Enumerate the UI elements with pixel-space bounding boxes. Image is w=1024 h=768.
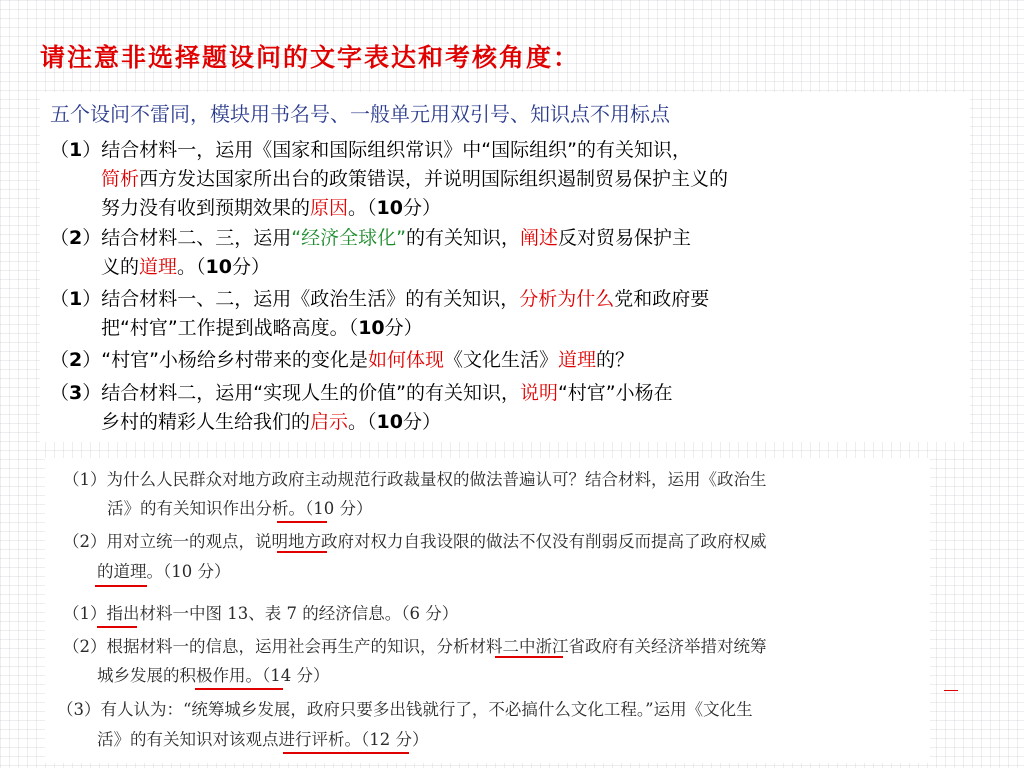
text-segment: “村官”小杨在 — [557, 382, 673, 404]
text-segment: 10 — [358, 317, 385, 339]
red-underline — [277, 551, 327, 553]
question-4 — [50, 346, 950, 375]
question-5 — [50, 379, 950, 437]
text-segment: ）结合材料一，运用《国家和国际组织常识》中“国际组织”的有关知识， — [82, 139, 691, 161]
keyword: 分析为什么 — [519, 288, 615, 310]
question-line — [50, 346, 950, 375]
text-segment: （ — [50, 349, 70, 371]
scan-line: （1）指出材料一中图 13、表 7 的经济信息。（6 分） — [63, 604, 459, 623]
question-line — [50, 314, 950, 343]
scan-line: 活》的有关知识对该观点进行评析。（12 分） — [97, 730, 429, 749]
question-2 — [50, 224, 950, 282]
scan-line: （1）为什么人民群众对地方政府主动规范行政裁量权的做法普遍认可？结合材料，运用《政治生 — [63, 470, 767, 489]
keyword: 阐述 — [519, 227, 558, 249]
text-segment: 分） — [384, 317, 423, 339]
scan-line: （3）有人认为：“统筹城乡发展，政府只要多出钱就行了，不必搞什么文化工程。”运用《文化生 — [57, 700, 753, 719]
text-segment: 义的 — [101, 256, 140, 278]
slide-title: 请注意非选择题设问的文字表达和考核角度： — [40, 43, 581, 72]
text-segment: 的？ — [595, 349, 634, 371]
text-segment: 。（ — [348, 197, 377, 219]
text-segment: ）结合材料二、三，运用 — [82, 227, 292, 249]
red-underline — [495, 656, 563, 658]
red-underline — [97, 626, 137, 628]
text-segment: （ — [50, 227, 70, 249]
text-segment: 1 — [69, 139, 83, 161]
question-line — [50, 408, 950, 437]
slide-subtitle: 五个设问不雷同，模块用书名号、一般单元用双引号、知识点不用标点 — [50, 102, 670, 126]
question-line — [50, 224, 950, 253]
question-line — [50, 165, 950, 194]
text-segment: 2 — [69, 227, 83, 249]
keyword: 原因 — [310, 197, 349, 219]
text-segment: 。（ — [177, 256, 206, 278]
text-segment: 的有关知识， — [405, 227, 520, 249]
scan-line: （2）根据材料一的信息，运用社会再生产的知识，分析材料二中浙江省政府有关经济举措对统筹 — [63, 637, 767, 656]
text-segment: 《文化生活》 — [443, 349, 558, 371]
text-segment: 10 — [205, 256, 232, 278]
text-segment: ）结合材料二，运用“实现人生的价值”的有关知识， — [82, 382, 520, 404]
keyword: 启示 — [310, 411, 349, 433]
question-line — [50, 253, 950, 282]
question-line — [50, 379, 950, 408]
question-line — [50, 194, 950, 223]
scanned-exam-excerpt — [45, 458, 930, 763]
scan-line: 城乡发展的积极作用。（14 分） — [97, 666, 330, 685]
text-segment: 分） — [403, 197, 442, 219]
text-segment: 10 — [376, 411, 403, 433]
highlight-term: “经济全球化” — [291, 227, 406, 249]
question-line — [50, 136, 950, 165]
text-segment: 反对贸易保护主 — [557, 227, 691, 249]
question-line — [50, 285, 950, 314]
text-segment: 乡村的精彩人生给我们的 — [101, 411, 311, 433]
red-underline — [95, 585, 147, 587]
decor-line — [944, 690, 958, 691]
keyword: 说明 — [519, 382, 558, 404]
red-underline — [283, 752, 409, 754]
scan-line: 活》的有关知识作出分析。（10 分） — [107, 499, 373, 518]
keyword: 道理 — [139, 256, 178, 278]
scan-line: 的道理。（10 分） — [97, 562, 231, 581]
scan-line: （2）用对立统一的观点，说明地方政府对权力自我设限的做法不仅没有削弱反而提高了政府权威 — [63, 532, 767, 551]
question-1 — [50, 136, 950, 223]
text-segment: 2 — [69, 349, 83, 371]
text-segment: 1 — [69, 288, 83, 310]
text-segment: 分） — [232, 256, 271, 278]
text-segment: 西方发达国家所出台的政策错误，并说明国际组织遏制贸易保护主义的 — [139, 168, 729, 190]
text-segment: 10 — [376, 197, 403, 219]
text-segment: （ — [50, 288, 70, 310]
keyword: 如何体现 — [367, 349, 444, 371]
text-segment: ）“村官”小杨给乡村带来的变化是 — [82, 349, 368, 371]
text-segment: 把“村官”工作提到战略高度。（ — [101, 317, 359, 339]
text-segment: （ — [50, 382, 70, 404]
text-segment: 党和政府要 — [614, 288, 710, 310]
text-segment: （ — [50, 139, 70, 161]
red-underline — [195, 688, 283, 690]
question-3 — [50, 285, 950, 343]
text-segment: ）结合材料一、二，运用《政治生活》的有关知识， — [82, 288, 520, 310]
text-segment: 3 — [69, 382, 83, 404]
keyword: 道理 — [557, 349, 596, 371]
keyword: 简析 — [101, 168, 140, 190]
text-segment: 。（ — [348, 411, 377, 433]
text-segment: 努力没有收到预期效果的 — [101, 197, 311, 219]
text-segment: 分） — [403, 411, 442, 433]
red-underline — [277, 521, 327, 523]
